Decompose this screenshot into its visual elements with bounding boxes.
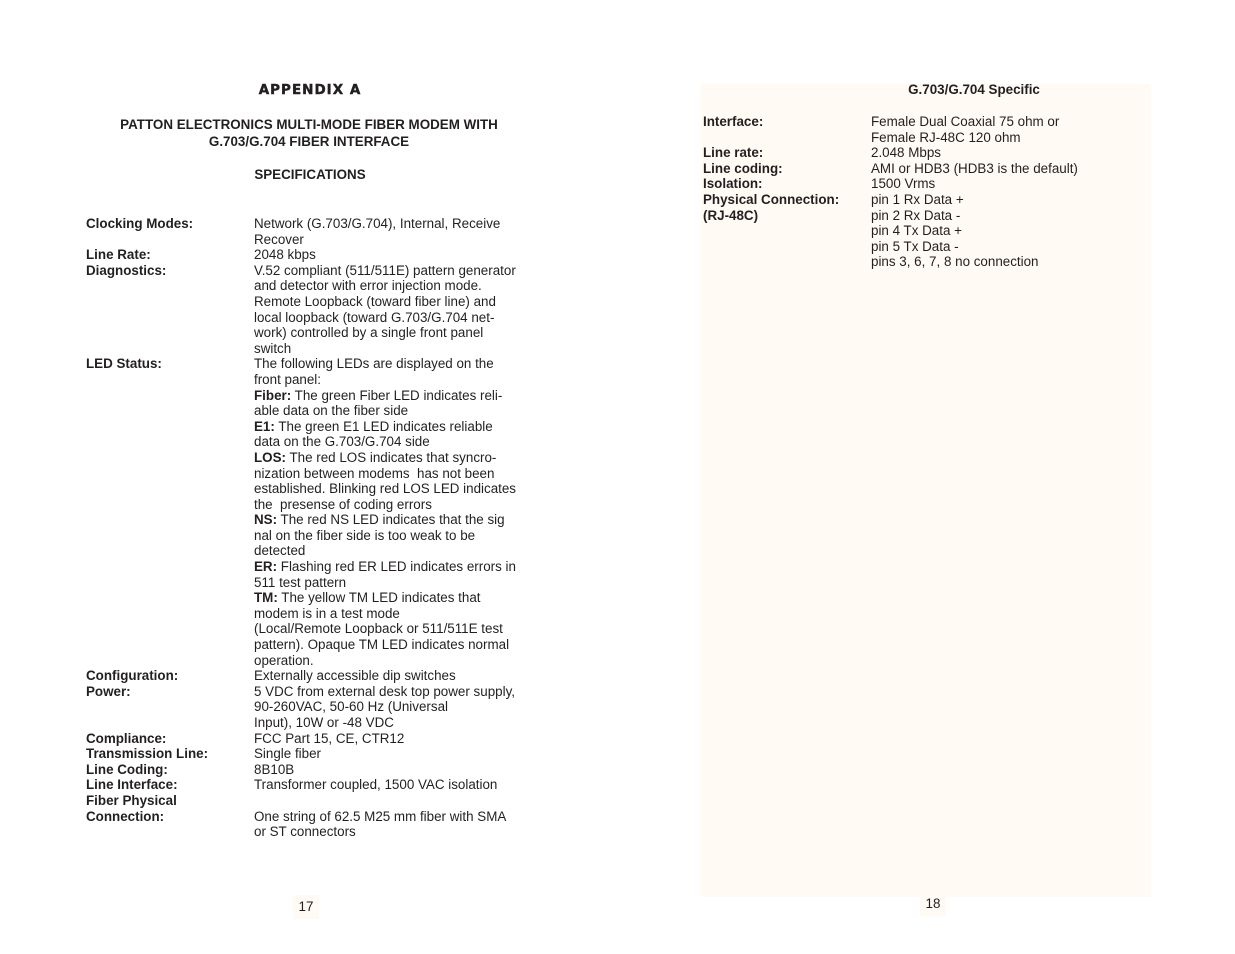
led-desc: Flashing red ER LED indicates errors in: [277, 559, 516, 575]
spec-value: 2.048 Mbps: [871, 145, 941, 161]
spec-value: FCC Part 15, CE, CTR12: [254, 730, 405, 746]
value-line: Remote Loopback (toward fiber line) and: [254, 293, 496, 309]
spec-row-physical-connection: [703, 192, 1143, 270]
led-er: [254, 559, 536, 575]
led-term: ER:: [254, 559, 278, 575]
spec-value: [254, 216, 536, 247]
led-term: TM:: [254, 590, 278, 606]
spec-row-line-coding: [86, 762, 536, 778]
value-line: Input), 10W or -48 VDC: [254, 715, 394, 730]
led-desc: The red LOS indicates that syncro-: [286, 449, 497, 465]
spec-row-compliance: [86, 731, 536, 747]
spec-row-fiber-physical: [86, 793, 536, 840]
title-line: G.703/G.704 FIBER INTERFACE: [208, 134, 410, 149]
document-title: [86, 116, 532, 150]
led-term: Fiber:: [254, 387, 292, 403]
value-line: Female Dual Coaxial 75 ohm or: [871, 114, 1060, 129]
value-line: V.52 compliant (511/511E) pattern generator: [254, 262, 516, 278]
spec-value: 2048 kbps: [254, 247, 316, 263]
spec-label: Power:: [86, 683, 131, 699]
spec-label: Isolation:: [703, 176, 763, 192]
spec-row-line-interface: [86, 777, 536, 793]
page-number: 18: [920, 892, 946, 916]
spec-label: Configuration:: [86, 668, 179, 684]
led-term: E1:: [254, 418, 275, 434]
appendix-label: APPENDIX A: [258, 82, 362, 98]
g703-spec-table: [703, 114, 1143, 270]
value-line: 90-260VAC, 50-60 Hz (Universal: [254, 699, 449, 715]
spec-label: LED Status:: [86, 356, 162, 372]
spec-value: [254, 263, 536, 357]
value-line: local loopback (toward G.703/G.704 net-: [254, 309, 495, 325]
spec-value: [871, 114, 1143, 145]
spec-label: Line coding:: [703, 160, 783, 176]
specifications-table: [86, 216, 536, 840]
spec-row-interface: [703, 114, 1143, 145]
spec-value: Transformer coupled, 1500 VAC isolation: [254, 777, 498, 793]
spec-label: Line Interface:: [86, 777, 178, 793]
value-line: the presense of coding errors: [254, 496, 432, 512]
spec-label: Line rate:: [703, 145, 764, 161]
spec-label: Line Coding:: [86, 761, 168, 777]
value-line: detected: [254, 543, 306, 559]
value-line: (Local/Remote Loopback or 511/511E test: [254, 621, 503, 637]
led-desc: The red NS LED indicates that the sig: [277, 512, 505, 528]
label-line: Connection:: [86, 808, 165, 824]
value-line: Network (G.703/G.704), Internal, Receive: [254, 216, 501, 231]
label-line: Fiber Physical: [86, 792, 177, 808]
value-line: Recover: [254, 231, 304, 247]
led-tm: [254, 590, 536, 606]
spec-label: Compliance:: [86, 730, 167, 746]
value-line: nal on the fiber side is too weak to be: [254, 527, 476, 543]
label-line: Physical Connection:: [703, 191, 840, 207]
value-line: front panel:: [254, 371, 321, 387]
spec-value: [254, 684, 536, 731]
spec-value: Externally accessible dip switches: [254, 668, 456, 684]
led-los: [254, 450, 536, 466]
spec-row-clocking: [86, 216, 536, 247]
spec-row-led-status: [86, 356, 536, 668]
led-ns: [254, 512, 536, 528]
section-heading: SPECIFICATIONS: [254, 167, 366, 182]
spec-row-diagnostics: [86, 263, 536, 357]
value-line: pattern). Opaque TM LED indicates normal: [254, 637, 510, 653]
value-line: pin 1 Rx Data +: [871, 191, 964, 207]
spec-label: Diagnostics:: [86, 262, 167, 278]
led-desc: The green Fiber LED indicates reli-: [291, 387, 503, 403]
value-line: switch: [254, 340, 292, 356]
value-line: pins 3, 6, 7, 8 no connection: [871, 254, 1039, 270]
spec-row-power: [86, 684, 536, 731]
value-line: [254, 793, 536, 809]
spec-row-configuration: [86, 668, 536, 684]
spec-row-line-rate: [703, 145, 1143, 161]
spec-value: [254, 356, 536, 668]
spec-row-transmission-line: [86, 746, 536, 762]
spec-row-isolation: [703, 176, 1143, 192]
spec-label: Clocking Modes:: [86, 216, 194, 231]
spec-label: Line Rate:: [86, 247, 151, 263]
value-line: and detector with error injection mode.: [254, 278, 482, 294]
page-number: 17: [293, 895, 319, 919]
spec-row-line-coding: [703, 161, 1143, 177]
value-line: or ST connectors: [254, 824, 356, 840]
value-line: able data on the fiber side: [254, 403, 409, 419]
spec-value: 8B10B: [254, 761, 295, 777]
spec-label: [86, 793, 254, 840]
title-line: PATTON ELECTRONICS MULTI-MODE FIBER MODEM WITH: [120, 117, 498, 132]
spec-label: Transmission Line:: [86, 746, 209, 762]
led-desc: The green E1 LED indicates reliable: [274, 418, 493, 434]
right-page: [701, 82, 1151, 911]
value-line: One string of 62.5 M25 mm fiber with SMA: [254, 808, 507, 824]
led-term: NS:: [254, 512, 278, 528]
value-line: 511 test pattern: [254, 574, 347, 590]
value-line: 5 VDC from external desk top power supply,: [254, 683, 515, 699]
led-fiber: [254, 388, 536, 404]
value-line: work) controlled by a single front panel: [254, 325, 484, 341]
spec-value: Single fiber: [254, 746, 321, 762]
spec-value: [871, 192, 1143, 270]
value-line: established. Blinking red LOS LED indicates: [254, 481, 517, 497]
value-line: data on the G.703/G.704 side: [254, 434, 430, 450]
led-e1: [254, 419, 536, 435]
value-line: operation.: [254, 652, 314, 668]
spec-value: AMI or HDB3 (HDB3 is the default): [871, 160, 1078, 176]
section-heading: G.703/G.704 Specific: [908, 82, 1040, 97]
value-line: pin 4 Tx Data +: [871, 223, 962, 239]
spec-label: [703, 192, 871, 270]
led-desc: The yellow TM LED indicates that: [277, 590, 481, 606]
value-line: pin 2 Rx Data -: [871, 207, 961, 223]
led-term: LOS:: [254, 449, 286, 465]
value-line: nization between modems has not been: [254, 465, 495, 481]
value-line: modem is in a test mode: [254, 605, 400, 621]
label-line: (RJ-48C): [703, 207, 759, 223]
value-line: Female RJ-48C 120 ohm: [871, 129, 1021, 145]
spec-row-line-rate: [86, 247, 536, 263]
left-page: [0, 0, 617, 954]
spec-value: [254, 793, 536, 840]
value-line: pin 5 Tx Data -: [871, 238, 959, 254]
spec-label: Interface:: [703, 114, 764, 129]
spec-value: 1500 Vrms: [871, 176, 936, 192]
value-line: The following LEDs are displayed on the: [254, 356, 494, 372]
